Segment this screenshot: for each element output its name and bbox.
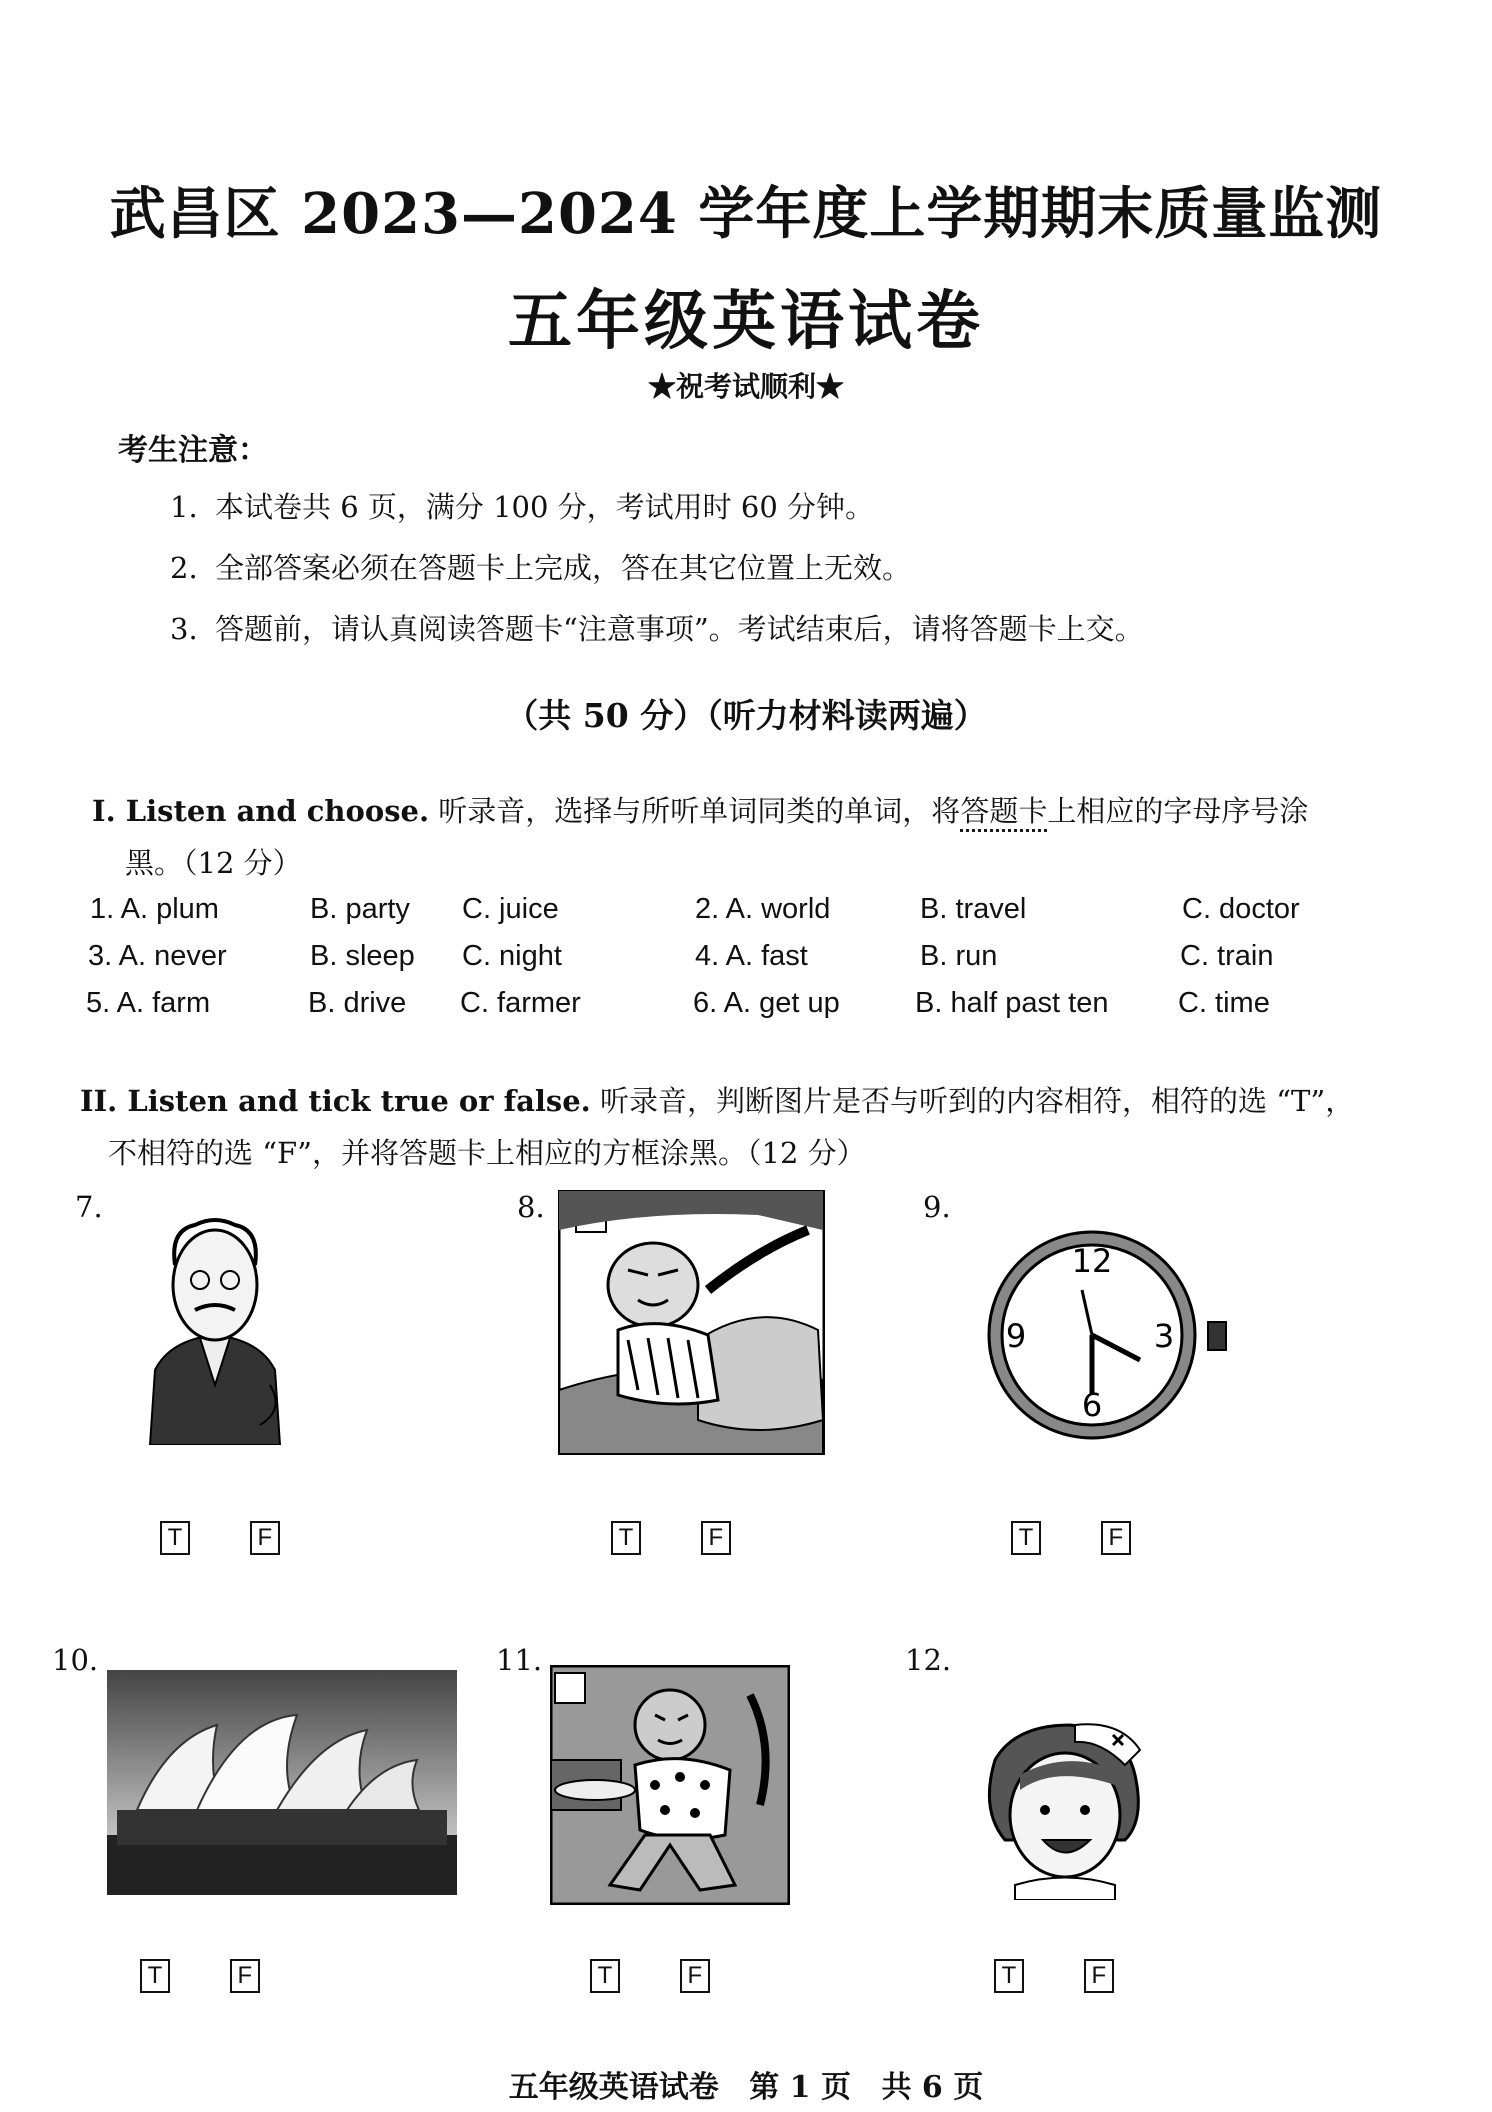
item-number: 11. bbox=[496, 1643, 543, 1677]
choice-option: B. drive bbox=[308, 987, 407, 1019]
true-box[interactable]: T bbox=[160, 1521, 190, 1555]
true-box[interactable]: T bbox=[140, 1959, 170, 1993]
choice-option: 6. A. get up bbox=[693, 987, 840, 1019]
section1-instr-a: 听录音，选择与所听单词同类的单词，将 bbox=[429, 794, 961, 828]
section2-instr-line1: 听录音，判断图片是否与听到的内容相符，相符的选 “T”， bbox=[590, 1084, 1355, 1118]
true-false-boxes bbox=[1011, 1520, 1131, 1555]
true-box[interactable]: T bbox=[1011, 1521, 1041, 1555]
choice-option: C. doctor bbox=[1182, 893, 1300, 925]
footer-page-number: 第 1 页 bbox=[749, 2070, 851, 2105]
true-box[interactable]: T bbox=[590, 1959, 620, 1993]
notice-number: 2. bbox=[170, 551, 198, 585]
sydney-opera-house-picture bbox=[107, 1670, 457, 1895]
tiger-in-bed-picture bbox=[558, 1190, 825, 1455]
false-box[interactable]: F bbox=[1084, 1959, 1114, 1993]
choice-option: B. half past ten bbox=[915, 987, 1109, 1019]
clock-number-6: 6 bbox=[1081, 1386, 1103, 1424]
item-number: 9. bbox=[923, 1190, 951, 1224]
clock-number-12: 12 bbox=[1071, 1242, 1113, 1280]
choice-option: C. train bbox=[1180, 940, 1274, 972]
notice-heading: 考生注意： bbox=[118, 433, 268, 468]
notice-text: 全部答案必须在答题卡上完成，答在其它位置上无效。 bbox=[215, 551, 912, 585]
choice-option: B. sleep bbox=[310, 940, 415, 972]
choice-option: B. run bbox=[920, 940, 998, 972]
true-false-boxes bbox=[611, 1520, 731, 1555]
false-box[interactable]: F bbox=[1101, 1521, 1131, 1555]
clock-picture bbox=[970, 1230, 1230, 1440]
true-box[interactable]: T bbox=[994, 1959, 1024, 1993]
item-number: 7. bbox=[75, 1190, 103, 1224]
item-number: 8. bbox=[517, 1190, 545, 1224]
false-box[interactable]: F bbox=[680, 1959, 710, 1993]
choice-option: 4. A. fast bbox=[695, 940, 808, 972]
exam-subtitle: 五年级英语试卷 bbox=[508, 284, 984, 359]
answer-card-emphasis: 答题卡 bbox=[960, 794, 1048, 828]
item-number: 10. bbox=[52, 1643, 99, 1677]
false-box[interactable]: F bbox=[230, 1959, 260, 1993]
section2-instruction bbox=[80, 1076, 1420, 1126]
choice-option: C. farmer bbox=[460, 987, 581, 1019]
footer-paper-name: 五年级英语试卷 bbox=[508, 2070, 719, 2105]
listening-score-line: （共 50 分）（听力材料读两遍） bbox=[505, 696, 987, 735]
true-box[interactable]: T bbox=[611, 1521, 641, 1555]
choice-option: 3. A. never bbox=[88, 940, 227, 972]
section1-instr-b: 上相应的字母序号涂 bbox=[1047, 794, 1309, 828]
tiger-cooking-picture bbox=[550, 1665, 790, 1905]
true-false-boxes bbox=[590, 1958, 710, 1993]
false-box[interactable]: F bbox=[250, 1521, 280, 1555]
nurse-picture bbox=[975, 1720, 1150, 1900]
notice-item bbox=[170, 546, 911, 587]
choice-option: 1. A. plum bbox=[90, 893, 219, 925]
notice-item bbox=[170, 485, 874, 526]
choice-option: C. night bbox=[462, 940, 562, 972]
true-false-boxes bbox=[994, 1958, 1114, 1993]
item-number: 12. bbox=[905, 1643, 952, 1677]
page-footer bbox=[0, 2062, 1492, 2106]
section1-instruction bbox=[92, 786, 1412, 836]
choice-option: C. juice bbox=[462, 893, 559, 925]
section1-label: I. Listen and choose. bbox=[92, 794, 430, 828]
section1-instruction-line2: 黑。（12 分） bbox=[125, 846, 302, 880]
notice-text: 本试卷共 6 页，满分 100 分，考试用时 60 分钟。 bbox=[215, 490, 875, 524]
old-man-teacher-picture bbox=[140, 1210, 290, 1445]
exam-title: 武昌区 2023—2024 学年度上学期期末质量监测 bbox=[109, 181, 1383, 247]
choice-option: C. time bbox=[1178, 987, 1270, 1019]
clock-number-3: 3 bbox=[1153, 1317, 1175, 1355]
choice-option: 5. A. farm bbox=[86, 987, 211, 1019]
clock-number-9: 9 bbox=[1005, 1317, 1027, 1355]
section2-label: II. Listen and tick true or false. bbox=[80, 1084, 591, 1118]
good-luck-line: ★祝考试顺利★ bbox=[647, 370, 844, 403]
section2-instruction-line2: 不相符的选 “F”，并将答题卡上相应的方框涂黑。（12 分） bbox=[108, 1136, 866, 1170]
choice-option: 2. A. world bbox=[695, 893, 831, 925]
notice-text: 答题前，请认真阅读答题卡“注意事项”。考试结束后，请将答题卡上交。 bbox=[215, 612, 1144, 646]
footer-total-pages: 共 6 页 bbox=[881, 2070, 984, 2105]
notice-item bbox=[170, 607, 1144, 648]
notice-number: 3. bbox=[170, 612, 198, 646]
true-false-boxes bbox=[160, 1520, 280, 1555]
notice-number: 1. bbox=[170, 490, 198, 524]
choice-option: B. party bbox=[310, 893, 410, 925]
true-false-boxes bbox=[140, 1958, 260, 1993]
false-box[interactable]: F bbox=[701, 1521, 731, 1555]
choice-option: B. travel bbox=[920, 893, 1027, 925]
